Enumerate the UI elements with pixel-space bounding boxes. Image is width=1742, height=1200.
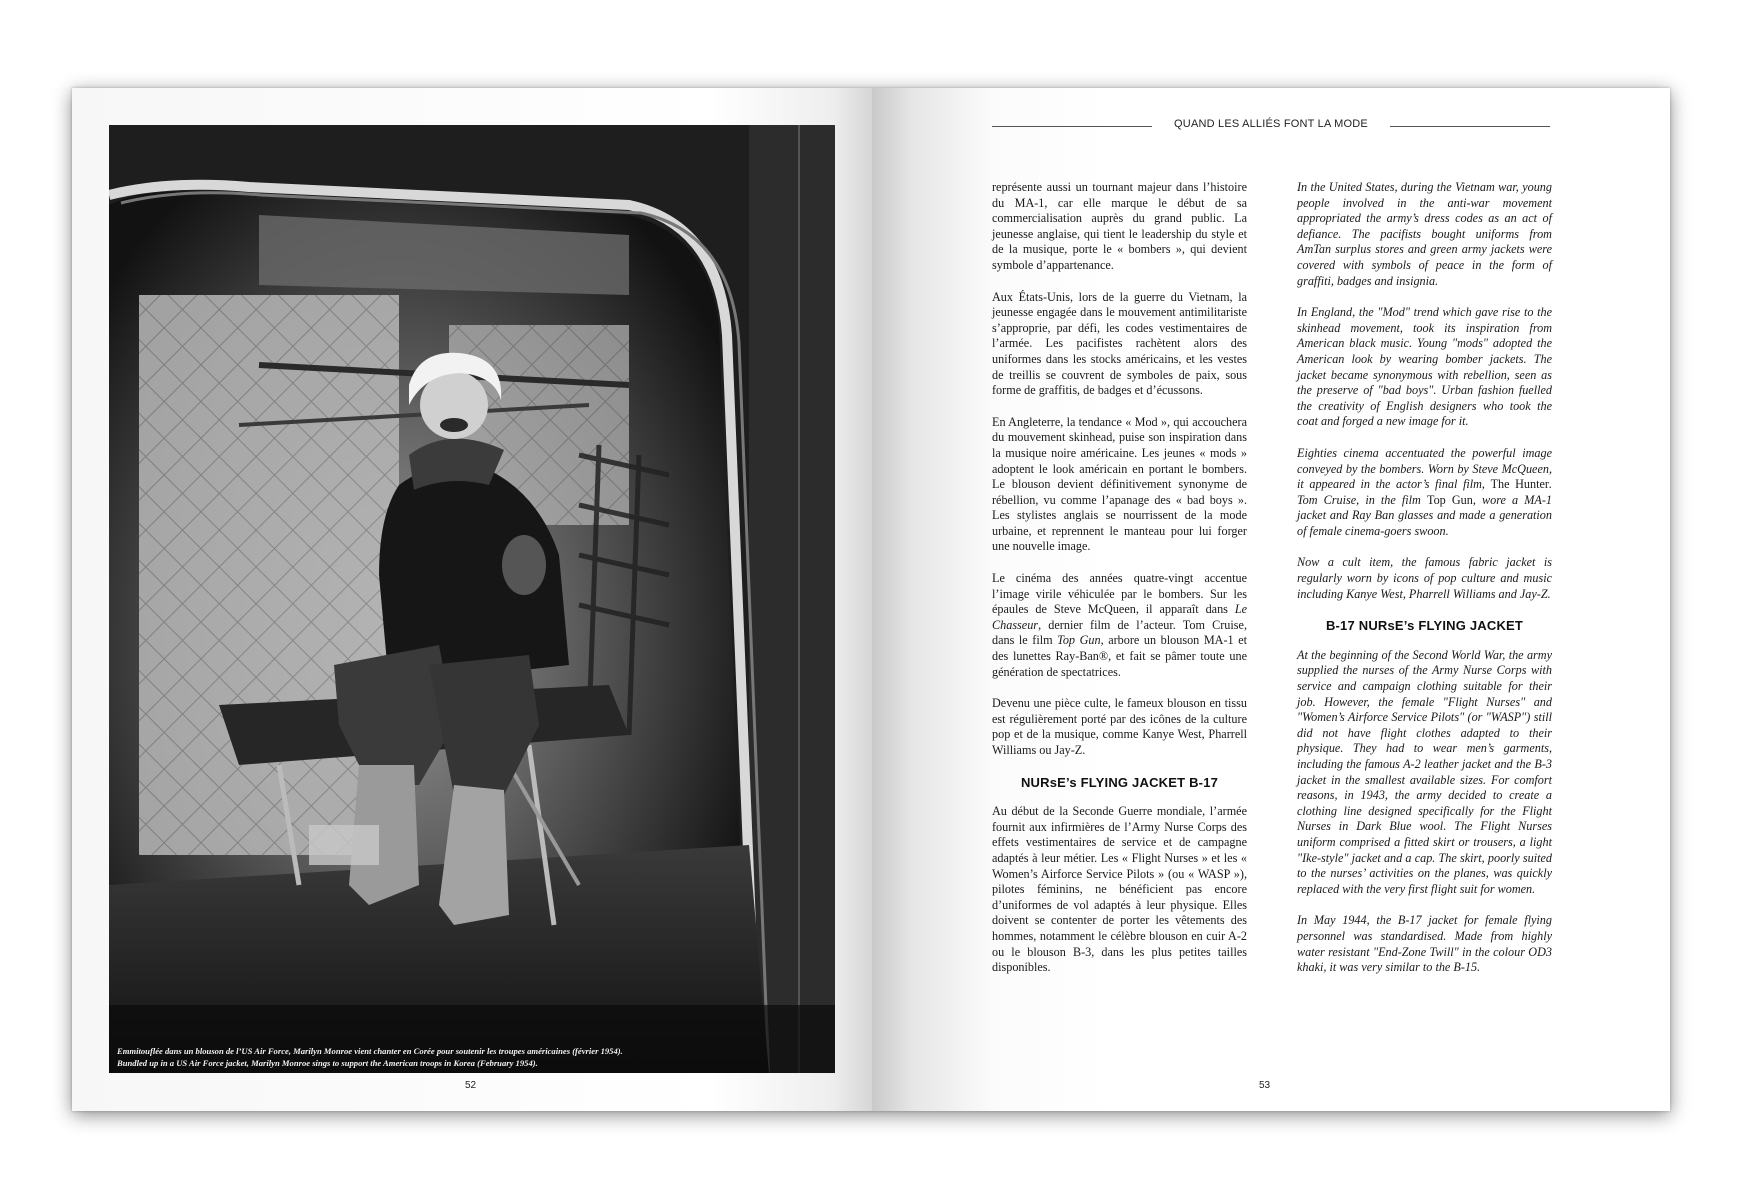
book-spread bbox=[72, 88, 1670, 1111]
paragraph-fr-2: Aux États-Unis, lors de la guerre du Vietnam, la jeunesse engagée dans le mouvement antimilitariste s’approprie, par défi, les codes vestimentaires de l’armée. Les pacifistes rachètent alors des uniformes dans les stocks américains, et les vestes de treillis se couvrent de symboles de paix, sous forme de graffitis, de badges et d’écussons. bbox=[992, 289, 1247, 398]
running-head-title: QUAND LES ALLIÉS FONT LA MODE bbox=[1174, 118, 1368, 130]
paragraph-en-1: In the United States, during the Vietnam war, young people involved in the anti-war movement appropriated the army’s dress codes as an act of defiance. The pacifists bought uniforms from AmTan surplus stores and green army jackets were covered with symbols of peace in the form of graffiti, badges and insignia. bbox=[1297, 180, 1552, 288]
left-page bbox=[72, 88, 872, 1111]
paragraph-fr-5: Devenu une pièce culte, le fameux blouson en tissu est régulièrement porté par des icônes de la culture pop et de la musique, comme Kanye West, Pharrell Williams ou Jay-Z. bbox=[992, 696, 1247, 757]
right-page bbox=[872, 88, 1670, 1111]
paragraph-fr-4-text-a: Le cinéma des années quatre-vingt accentue l’image virile véhiculée par le bombers. Sur les épaules de Steve McQueen, il apparaît dans bbox=[992, 571, 1247, 617]
paragraph-en-3 bbox=[1297, 446, 1552, 540]
paragraph-fr-4-text-b: , dernier film de l’acteur. Tom Cruise, dans le film bbox=[992, 617, 1247, 648]
paragraph-en-3-text-c: , wore a MA-1 jacket and Ray Ban glasses and made a generation of female cinema-goers swoon. bbox=[1297, 492, 1553, 538]
photograph bbox=[109, 125, 835, 1073]
paragraph-fr-6: Au début de la Seconde Guerre mondiale, l’armée fournit aux infirmières de l’Army Nurse Corps des effets vestimentaires de service et de campagne adaptés à leur métier. Les « Flight Nurses » et les « Women’s Airforce Service Pilots » (ou « WASP »), pilotes féminins, ne bénéficient pas encore d’uniformes de vol adaptés à leur physique. Elles doivent se contenter de porter les vêtements des hommes, notamment le célèbre blouson en cuir A-2 ou le blouson B-3, dans les plus petites tailles disponibles. bbox=[992, 804, 1247, 975]
column-english bbox=[1297, 180, 1552, 992]
photo-caption bbox=[117, 1045, 757, 1069]
photo-illustration bbox=[109, 125, 835, 1073]
section-heading-en: B-17 NURsE’s FLYING JACKET bbox=[1325, 618, 1524, 634]
paragraph-en-4: Now a cult item, the famous fabric jacket is regularly worn by icons of pop culture and music including Kanye West, Pharrell Williams and Jay-Z. bbox=[1297, 555, 1552, 601]
paragraph-en-3-text-b: . Tom Cruise, in the film bbox=[1297, 477, 1552, 507]
film-title-top-gun-en: Top Gun bbox=[1426, 492, 1473, 507]
paragraph-fr-4 bbox=[992, 571, 1247, 680]
film-title-le-chasseur: Le Chasseur bbox=[992, 602, 1247, 632]
paragraph-en-6: In May 1944, the B-17 jacket for female flying personnel was standardised. Made from highly water resistant "End-Zone Twill" in the colour OD3 khaki, it was very similar to the B-15. bbox=[1297, 913, 1552, 975]
page-number-left: 52 bbox=[465, 1080, 477, 1091]
paragraph-fr-1: représente aussi un tournant majeur dans l’histoire du MA-1, car elle marque le début de sa commercialisation auprès du grand public. La jeunesse anglaise, qui tient le leadership du style et de la musique, porte le « bombers », qui devient symbole d’appartenance. bbox=[992, 180, 1247, 272]
caption-french: Emmitouflée dans un blouson de l’US Air Force, Marilyn Monroe vient chanter en Corée pour soutenir les troupes américaines (février 1954). bbox=[117, 1046, 623, 1056]
column-french bbox=[992, 180, 1247, 992]
caption-english: Bundled up in a US Air Force jacket, Marilyn Monroe sings to support the American troops in Korea (February 1954). bbox=[117, 1058, 538, 1068]
paragraph-fr-3: En Angleterre, la tendance « Mod », qui accouchera du mouvement skinhead, puise son inspiration dans la musique noire américaine. Les jeunes « mods » adoptent le look américain en portant le bombers. Le blouson devient définitivement synonyme de rébellion, vu comme l’apanage des « bad boys ». Les stylistes anglais se nourrissent de la mode urbaine, et reprennent le manteau pour lui forger une nouvelle image. bbox=[992, 414, 1247, 554]
paragraph-en-5: At the beginning of the Second World War, the army supplied the nurses of the Army Nurse Corps with service and campaign clothing suitable for their job. However, the female "Flight Nurses" and "Women’s Airforce Service Pilots" (or "WASP") still did not have flight clothes adapted to their physique. They had to wear men’s garments, including the famous A-2 leather jacket and the B-3 jacket in the smallest available sizes. For comfort reasons, in 1943, the army decided to create a clothing line designed specifically for the Flight Nurses in Dark Blue wool. The Flight Nurses uniform comprised a fitted skirt or trousers, a light "Ike-style" jacket and a cap. The skirt, poorly suited to the nurses’ activities on the planes, was quickly replaced with the very first flight suit for women. bbox=[1297, 647, 1552, 896]
running-head bbox=[992, 118, 1550, 134]
film-title-the-hunter: The Hunter bbox=[1490, 477, 1549, 492]
paragraph-en-3-text-a: Eighties cinema accentuated the powerful image conveyed by the bombers. Worn by Steve McQueen, it appeared in the actor’s final film, bbox=[1297, 445, 1552, 492]
film-title-top-gun-fr: Top Gun bbox=[1057, 633, 1101, 648]
section-heading-fr: NURsE’s FLYING JACKET B-17 bbox=[1020, 774, 1219, 790]
paragraph-fr-4-text-c: , arbore un blouson MA-1 et des lunettes Ray-Ban®, et fait se pâmer toute une génération de spectatrices. bbox=[992, 633, 1247, 679]
paragraph-en-2: In England, the "Mod" trend which gave rise to the skinhead movement, took its inspiration from American black music. Young "mods" adopted the American look by wearing bomber jackets. The jacket became synonymous with rebellion, seen as the preserve of "bad boys". Urban fashion fuelled the creativity of English designers who took the coat and forged a new image for it. bbox=[1297, 305, 1552, 429]
page-number-right: 53 bbox=[1259, 1080, 1271, 1091]
